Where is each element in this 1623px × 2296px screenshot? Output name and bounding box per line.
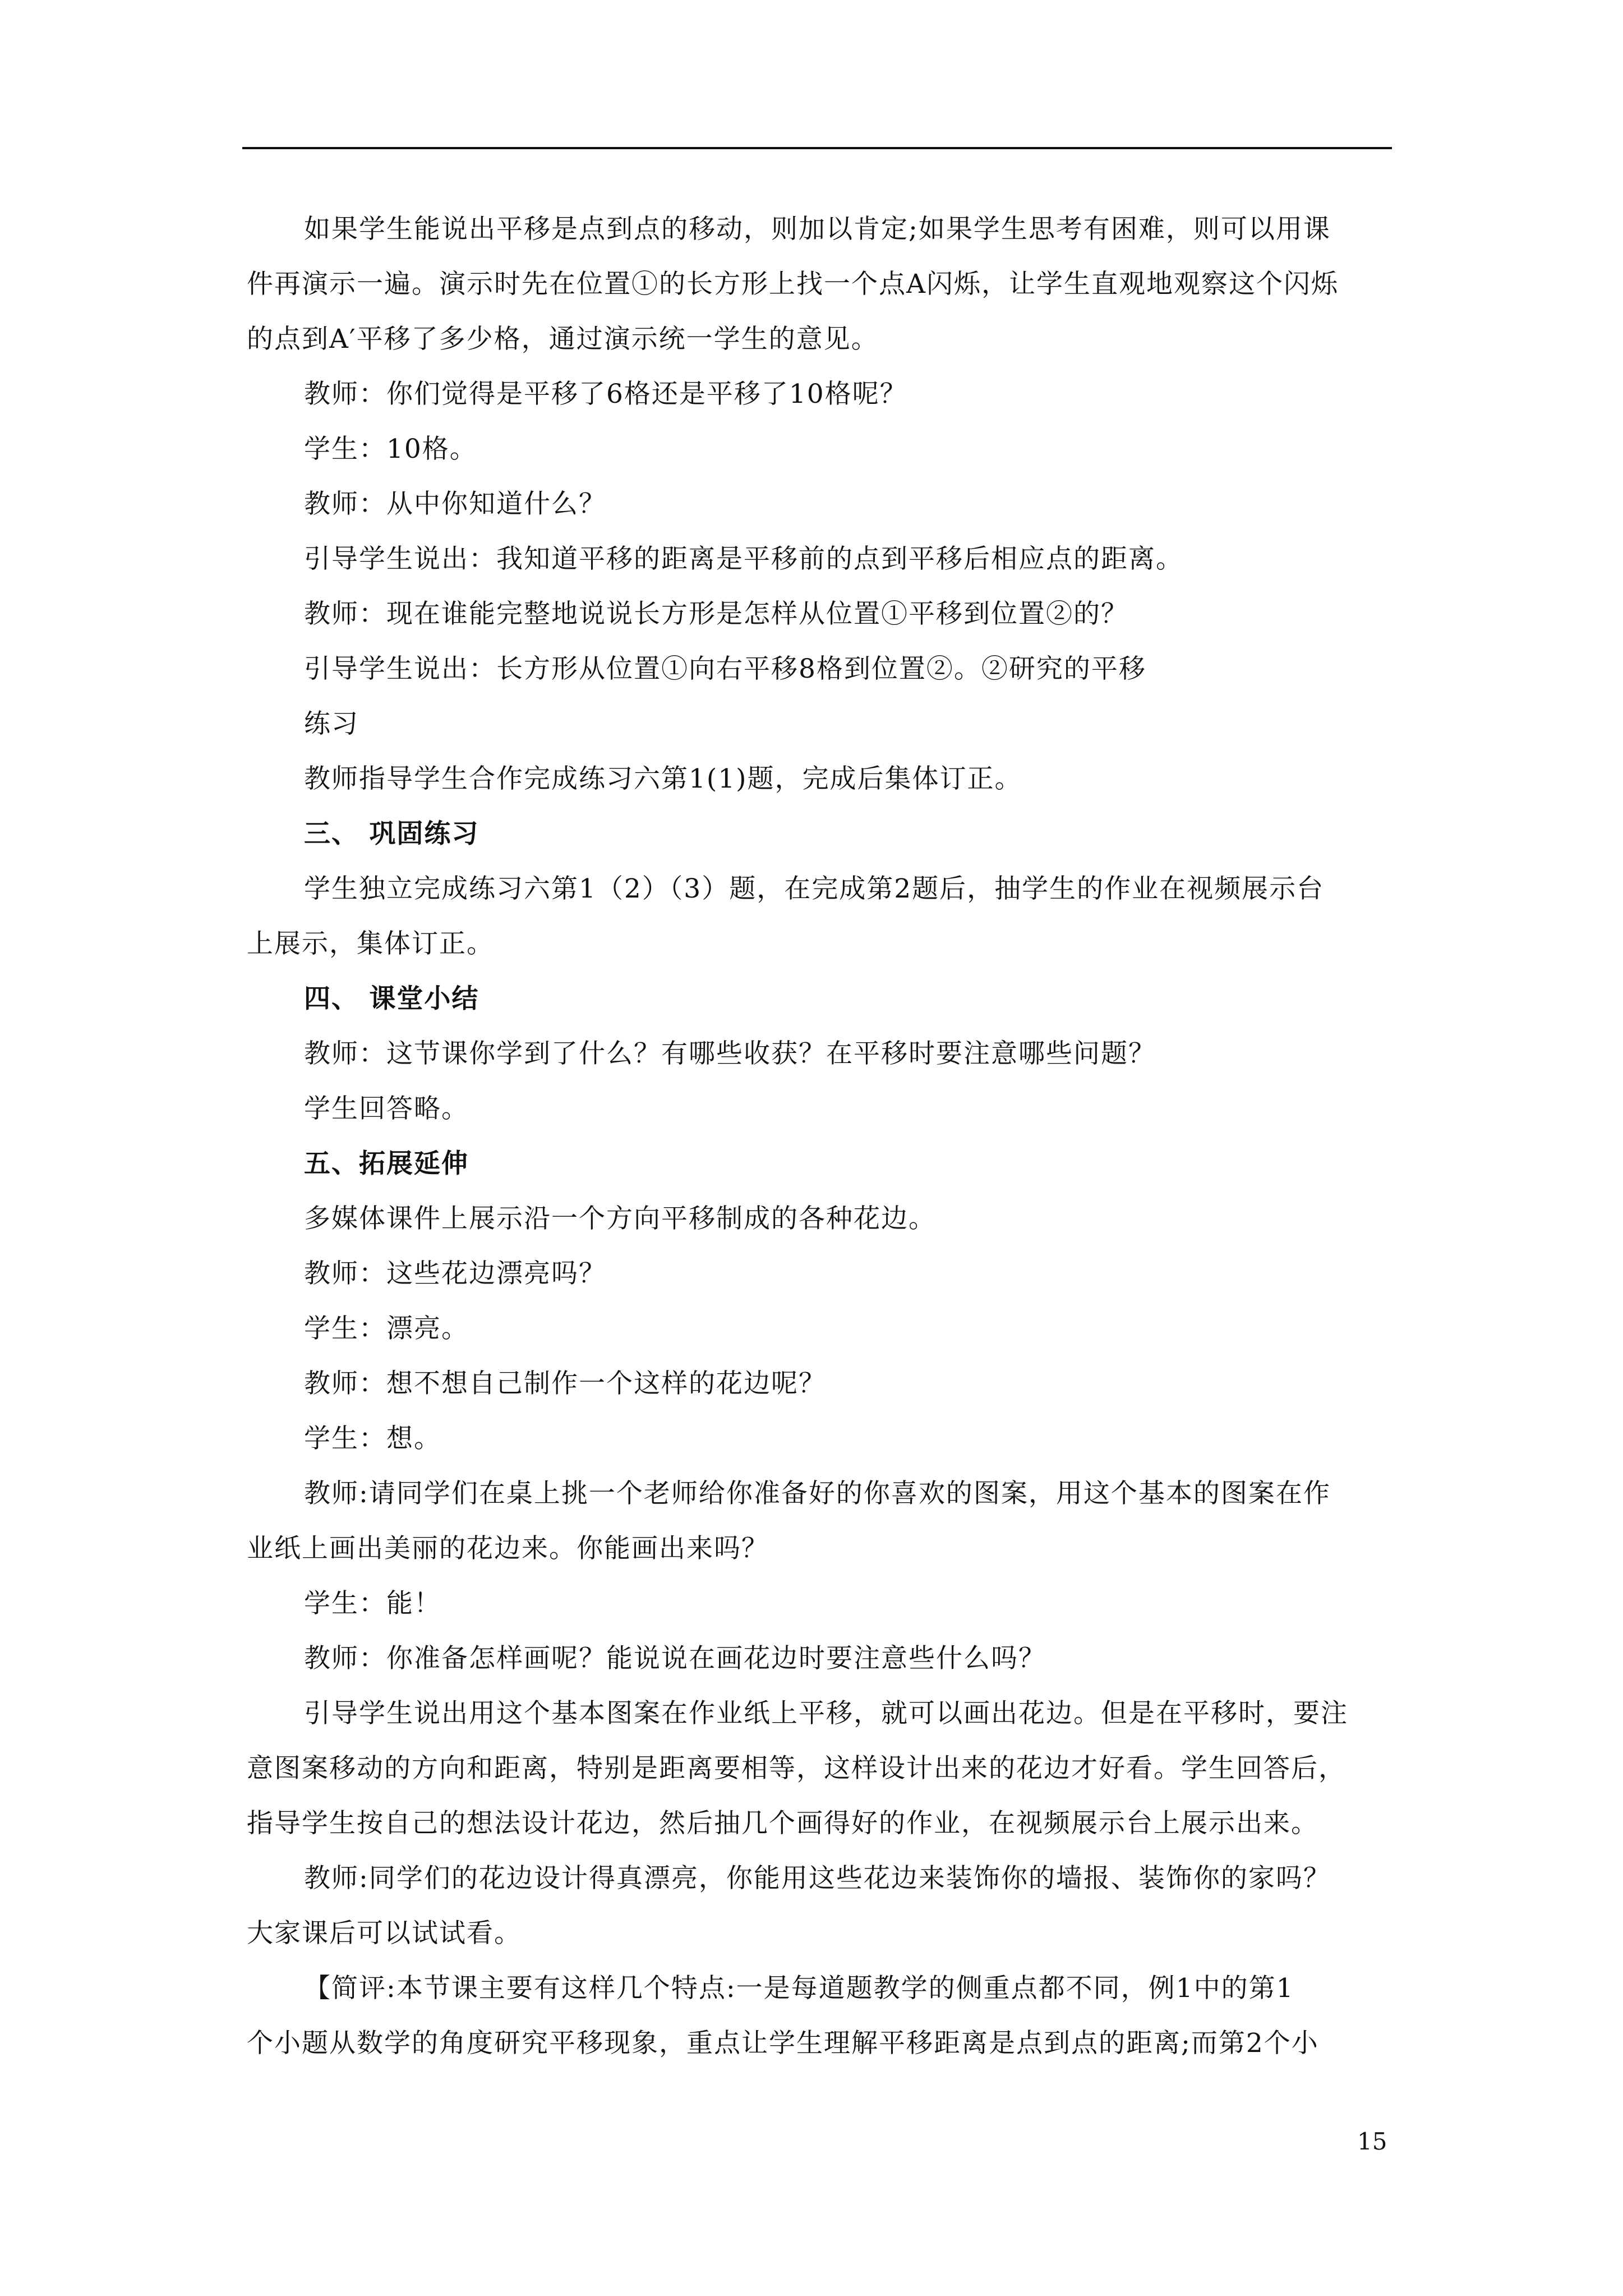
paragraph-line: 练习 <box>304 708 359 739</box>
dialogue-line: 学生：能！ <box>304 1588 441 1619</box>
dialogue-line: 学生：想。 <box>304 1423 441 1454</box>
paragraph-line: 指导学生按自己的想法设计花边，然后抽几个画得好的作业，在视频展示台上展示出来。 <box>247 1808 1318 1839</box>
section-heading: 五、拓展延伸 <box>304 1148 469 1179</box>
paragraph-line: 大家课后可以试试看。 <box>247 1918 522 1949</box>
dialogue-line: 教师：从中你知道什么？ <box>304 489 606 519</box>
paragraph-line: 引导学生说出：我知道平移的距离是平移前的点到平移后相应点的距离。 <box>304 544 1183 574</box>
dialogue-line: 教师：这节课你学到了什么？有哪些收获？在平移时要注意哪些问题？ <box>304 1038 1156 1069</box>
paragraph-line: 多媒体课件上展示沿一个方向平移制成的各种花边。 <box>304 1203 936 1234</box>
paragraph-line: 意图案移动的方向和距离，特别是距离要相等，这样设计出来的花边才好看。学生回答后， <box>247 1753 1346 1784</box>
paragraph-line: 如果学生能说出平移是点到点的移动，则加以肯定;如果学生思考有困难，则可以用课 <box>304 214 1331 245</box>
dialogue-line: 教师:同学们的花边设计得真漂亮，你能用这些花边来装饰你的墙报、装饰你的家吗？ <box>304 1863 1331 1894</box>
dialogue-line: 教师：现在谁能完整地说说长方形是怎样从位置①平移到位置②的？ <box>304 599 1128 629</box>
section-heading: 四、 课堂小结 <box>304 983 479 1014</box>
paragraph-line: 的点到A′平移了多少格，通过演示统一学生的意见。 <box>247 324 879 355</box>
paragraph-line: 引导学生说出用这个基本图案在作业纸上平移，就可以画出花边。但是在平移时，要注 <box>304 1698 1348 1729</box>
dialogue-line: 教师：你准备怎样画呢？能说说在画花边时要注意些什么吗？ <box>304 1643 1046 1674</box>
dialogue-line: 学生回答略。 <box>304 1093 469 1124</box>
paragraph-line: 件再演示一遍。演示时先在位置①的长方形上找一个点A闪烁，让学生直观地观察这个闪烁 <box>247 269 1339 300</box>
paragraph-line: 教师指导学生合作完成练习六第1(1)题，完成后集体订正。 <box>304 763 1022 794</box>
dialogue-line: 教师：想不想自己制作一个这样的花边呢？ <box>304 1368 826 1399</box>
header-rule <box>242 147 1392 149</box>
dialogue-line: 教师:请同学们在桌上挑一个老师给你准备好的你喜欢的图案，用这个基本的图案在作 <box>304 1478 1331 1509</box>
comment-line: 个小题从数学的角度研究平移现象，重点让学生理解平移距离是点到点的距离;而第2个小 <box>247 2028 1319 2059</box>
paragraph-line: 引导学生说出：长方形从位置①向右平移8格到位置②。②研究的平移 <box>304 654 1146 684</box>
paragraph-line: 业纸上画出美丽的花边来。你能画出来吗？ <box>247 1533 769 1564</box>
page-number: 15 <box>1357 2128 1387 2155</box>
document-body <box>247 202 1391 2071</box>
comment-line: 【简评:本节课主要有这样几个特点:一是每道题教学的侧重点都不同，例1中的第1 <box>304 1973 1294 2004</box>
section-heading: 三、 巩固练习 <box>304 818 479 849</box>
dialogue-line: 教师：你们觉得是平移了6格还是平移了10格呢？ <box>304 379 907 409</box>
paragraph-line: 上展示，集体订正。 <box>247 928 494 959</box>
dialogue-line: 教师：这些花边漂亮吗？ <box>304 1258 606 1289</box>
paragraph-line: 学生独立完成练习六第1（2）（3）题，在完成第2题后，抽学生的作业在视频展示台 <box>304 873 1325 904</box>
dialogue-line: 学生：漂亮。 <box>304 1313 469 1344</box>
dialogue-line: 学生：10格。 <box>304 434 477 464</box>
